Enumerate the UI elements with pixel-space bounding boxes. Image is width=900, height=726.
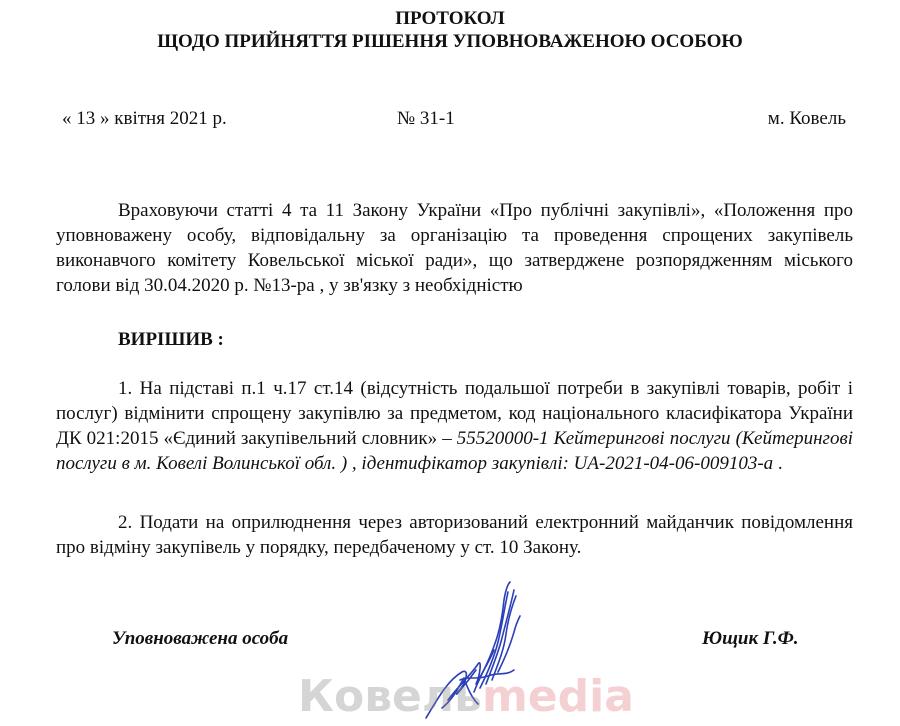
decision-item-1-text: 1. На підставі п.1 ч.17 ст.14 (відсутність подальшої потреби в закупівлі товарів, робіт і послуг) відмінити спрощену закупівлю за предметом, код національного класифікатора України ДК 021:2015 «Єдиний закупівельний словник» – xyxy=(56,378,853,449)
procurement-id: , ідентифікатор закупівлі: UA-2021-04-06-009103-а xyxy=(347,453,774,474)
watermark-part-1: Ковель xyxy=(298,671,482,722)
procurement-subject: 55520000-1 Кейтерингові послуги (Кейтерингові послуги в м. Ковелі Волинської обл. ) xyxy=(56,428,853,474)
document-title: ПРОТОКОЛ xyxy=(395,8,505,29)
decision-item-1 xyxy=(56,376,853,476)
decision-item-1-end: . xyxy=(773,453,783,474)
signatory-role: Уповноважена особа xyxy=(112,628,289,649)
watermark-part-2: media xyxy=(481,671,634,722)
signatory-name: Ющик Г.Ф. xyxy=(702,628,799,649)
decision-item-2: 2. Подати на оприлюднення через авторизований електронний майданчик повідомлення про відміну закупівель у порядку, передбаченому у ст. 10 Закону. xyxy=(56,512,853,558)
decision-heading: ВИРІШИВ : xyxy=(118,329,224,350)
document-number: № 31-1 xyxy=(397,108,455,129)
watermark xyxy=(298,672,634,722)
document-subtitle: ЩОДО ПРИЙНЯТТЯ РІШЕННЯ УПОВНОВАЖЕНОЮ ОСОБОЮ xyxy=(157,31,743,52)
document-city: м. Ковель xyxy=(767,108,846,129)
document-date: « 13 » квітня 2021 р. xyxy=(62,108,227,129)
intro-paragraph: Враховуючи статті 4 та 11 Закону України «Про публічні закупівлі», «Положення про уповноважену особу, відповідальну за організацію та проведення спрощених закупівель виконавчого комітету Ковельської міської ради», що затверджене розпорядженням міського голови від 30.04.2020 р. №13-ра , у зв'язку з необхідністю xyxy=(56,200,853,296)
